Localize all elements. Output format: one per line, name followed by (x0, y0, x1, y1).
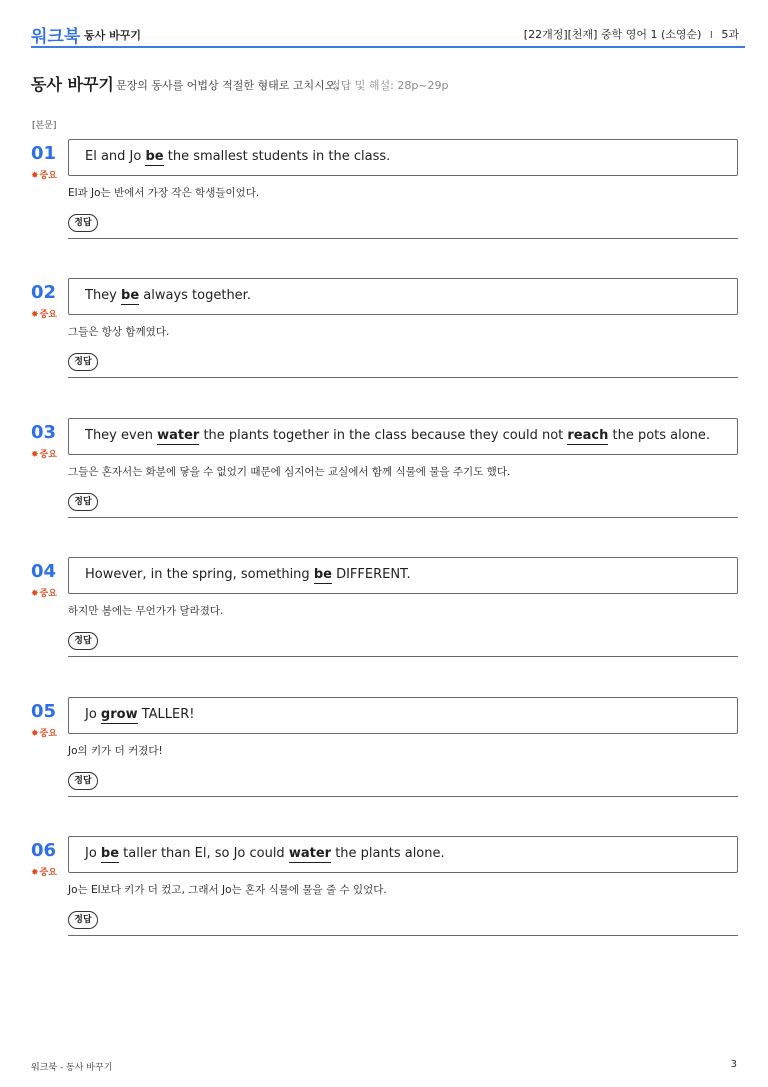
importance-badge (31, 865, 57, 878)
course-info (524, 26, 739, 42)
sentence-text: Jo (85, 707, 101, 722)
sentence-text: the plants together in the class because they could not (199, 428, 568, 443)
target-verb: water (157, 428, 200, 443)
answer-input-line[interactable] (68, 656, 738, 657)
sentence-text: They even (85, 428, 158, 443)
question-number: 02 (31, 282, 57, 303)
answer-reference: 정답 및 해설: 28p~29p (330, 79, 449, 92)
answer-input-line[interactable] (68, 238, 738, 239)
importance-badge (31, 168, 57, 181)
course-title: [22개정][천재] 중학 영어 1 (소영순) (523, 28, 702, 41)
answer-button[interactable]: 정답 (68, 493, 98, 511)
answer-button[interactable]: 정답 (68, 214, 98, 232)
question-number: 06 (31, 840, 57, 861)
target-verb: be (121, 288, 140, 303)
translation-text: Jo의 키가 더 커졌다! (68, 745, 163, 757)
flame-star-icon: ✸ (31, 171, 39, 181)
importance-badge (31, 726, 57, 739)
page-header (31, 22, 745, 48)
question-item (31, 561, 738, 661)
target-verb: reach (567, 428, 609, 443)
badge-label: 중요 (39, 868, 57, 878)
sentence-text: the pots alone. (608, 428, 711, 443)
target-verb: grow (100, 707, 138, 722)
lesson-label: 5과 (721, 28, 739, 41)
badge-label: 중요 (39, 450, 57, 460)
flame-star-icon: ✸ (31, 729, 39, 739)
question-number: 05 (31, 701, 57, 722)
brand-subtitle: 동사 바꾸기 (84, 29, 141, 42)
sentence-text: taller than El, so Jo could (119, 846, 289, 861)
sentence-text: TALLER! (137, 707, 195, 722)
importance-badge (31, 447, 57, 460)
header-separator: I (709, 30, 713, 41)
translation-text: 그들은 항상 함께였다. (68, 326, 170, 338)
badge-label: 중요 (39, 589, 57, 599)
translation-text: Jo는 El보다 키가 더 컸고, 그래서 Jo는 혼자 식물에 물을 줄 수 있었다. (68, 884, 387, 896)
sentence-text: However, in the spring, something (85, 567, 314, 582)
answer-input-line[interactable] (68, 517, 738, 518)
flame-star-icon: ✸ (31, 868, 39, 878)
answer-input-line[interactable] (68, 377, 738, 378)
importance-badge (31, 307, 57, 320)
sentence-box (68, 836, 738, 873)
question-item (31, 701, 738, 801)
translation-text: 그들은 혼자서는 화분에 닿을 수 없었기 때문에 심지어는 교실에서 함께 식물에 물을 주기도 했다. (68, 466, 511, 478)
sentence-box (68, 697, 738, 734)
flame-star-icon: ✸ (31, 310, 39, 320)
flame-star-icon: ✸ (31, 589, 39, 599)
badge-label: 중요 (39, 310, 57, 320)
question-number: 03 (31, 422, 57, 443)
question-item (31, 282, 738, 382)
target-verb: be (145, 149, 164, 164)
target-verb: water (288, 846, 332, 861)
footer-title: 워크북 - 동사 바꾸기 (31, 1063, 113, 1073)
answer-input-line[interactable] (68, 935, 738, 936)
page-number: 3 (730, 1059, 737, 1070)
question-item (31, 840, 738, 940)
question-number: 04 (31, 561, 57, 582)
question-item (31, 422, 738, 522)
sentence-text: El and Jo (85, 149, 146, 164)
title-row (31, 72, 745, 96)
sentence-text: the smallest students in the class. (163, 149, 391, 164)
page-title: 동사 바꾸기 (31, 75, 114, 94)
sentence-text: Jo (85, 846, 101, 861)
sentence-box (68, 557, 738, 594)
answer-button[interactable]: 정답 (68, 632, 98, 650)
target-verb: be (313, 567, 332, 582)
sentence-box (68, 278, 738, 315)
badge-label: 중요 (39, 729, 57, 739)
sentence-box (68, 139, 738, 176)
translation-text: 하지만 봄에는 무언가가 달라졌다. (68, 605, 224, 617)
sentence-box (68, 418, 738, 455)
question-number: 01 (31, 143, 57, 164)
answer-button[interactable]: 정답 (68, 911, 98, 929)
sentence-text: the plants alone. (331, 846, 445, 861)
answer-button[interactable]: 정답 (68, 353, 98, 371)
answer-button[interactable]: 정답 (68, 772, 98, 790)
translation-text: El과 Jo는 반에서 가장 작은 학생들이었다. (68, 187, 260, 199)
badge-label: 중요 (39, 171, 57, 181)
brand-logo: 워크북 (31, 27, 81, 47)
answer-input-line[interactable] (68, 796, 738, 797)
sentence-text: always together. (139, 288, 251, 303)
question-item (31, 143, 738, 243)
target-verb: be (100, 846, 120, 861)
section-tag: [본문] (32, 121, 57, 131)
importance-badge (31, 586, 57, 599)
sentence-text: DIFFERENT. (331, 567, 411, 582)
flame-star-icon: ✸ (31, 450, 39, 460)
sentence-text: They (85, 288, 122, 303)
instruction-text: 문장의 동사를 어법상 적절한 형태로 고치시오. (116, 79, 339, 92)
